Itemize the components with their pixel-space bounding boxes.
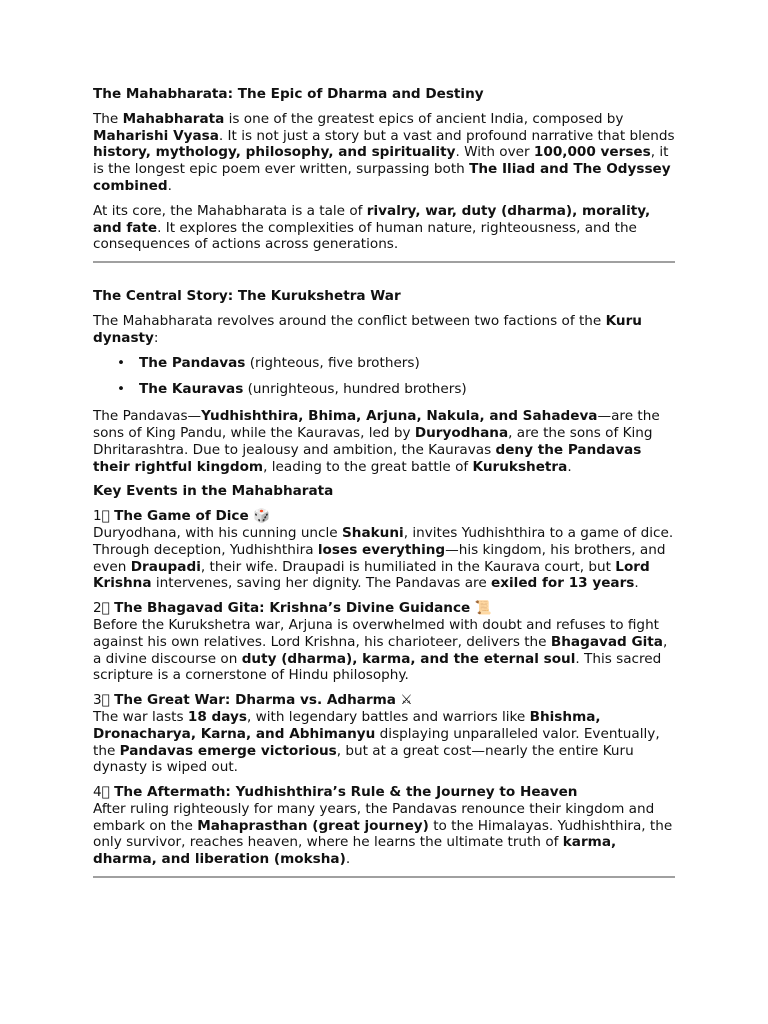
bold-text: Duryodhana: [414, 424, 509, 441]
bold-text: Kurukshetra: [472, 458, 568, 475]
text-run: , are the sons of King Dhritarashtra. Due to jealousy and ambition, the Kauravas: [93, 424, 653, 458]
section-heading-central-story: The Central Story: The Kurukshetra War: [93, 288, 401, 305]
bold-text: The Kauravas: [139, 381, 244, 398]
text-run: 🎲: [248, 508, 270, 525]
bold-text: The Iliad and The Odyssey combined: [93, 161, 671, 194]
page-title: The Mahabharata: The Epic of Dharma and Destiny: [93, 86, 484, 102]
section-divider: [93, 876, 675, 878]
bold-text: history, mythology, philosophy, and spirituality: [93, 144, 456, 161]
text-run: . With over: [455, 144, 534, 161]
event-body: [93, 525, 675, 592]
text-run: The war lasts: [93, 708, 188, 725]
text-run: (righteous, five brothers): [245, 354, 420, 371]
text-run: 📜: [470, 600, 492, 617]
event-heading: [93, 692, 675, 709]
text-run: .: [167, 177, 172, 194]
event-heading: [93, 600, 675, 617]
intro-paragraph-1: [93, 111, 675, 195]
bold-text: Shakuni: [341, 524, 404, 541]
text-run: 2⃣: [93, 600, 115, 617]
list-item-pandavas: [139, 355, 675, 372]
bold-text: The Pandavas: [139, 354, 246, 371]
text-run: . It explores the complexities of human nature, righteousness, and the consequences of actions across generations.: [93, 219, 637, 253]
section-divider: [93, 261, 675, 263]
bold-text: 100,000 verses: [533, 144, 651, 161]
bold-text: deny the Pandavas their rightful kingdom: [93, 441, 642, 475]
text-run: 4⃣: [93, 784, 115, 801]
text-run: Before the Kurukshetra war, Arjuna is overwhelmed with doubt and refuses to fight against his own relatives. Lord Krishna, his charioteer, delivers the: [93, 616, 660, 650]
bold-text: rivalry, war, duty (dharma), morality, and fate: [93, 202, 651, 236]
text-run: :: [153, 329, 159, 346]
event-body: [93, 801, 675, 868]
event-heading: [93, 508, 675, 525]
event-game-of-dice: [93, 508, 675, 592]
bold-text: Bhagavad Gita: [550, 633, 663, 650]
section-heading-key-events: Key Events in the Mahabharata: [93, 483, 334, 500]
story-paragraph-1: [93, 313, 675, 347]
text-run: , leading to the great battle of: [263, 458, 473, 475]
text-run: , with legendary battles and warriors like: [246, 708, 530, 725]
intro-paragraph-2: [93, 203, 675, 253]
text-run: 3⃣: [93, 692, 115, 709]
text-run: , invites Yudhishthira to a game of dice. Through deception, Yudhishthira: [93, 524, 674, 558]
text-run: , their wife. Draupadi is humiliated in the Kaurava court, but: [200, 558, 616, 575]
document-body: [93, 86, 675, 878]
text-run: The Pandavas—: [93, 408, 202, 425]
bold-text: Mahabharata: [122, 110, 225, 127]
text-run: , but at a great cost—nearly the entire Kuru dynasty is wiped out.: [93, 742, 634, 776]
text-run: ⚔: [396, 692, 413, 709]
text-run: The Mahabharata revolves around the conflict between two factions of the: [93, 312, 606, 329]
text-run: to the Himalayas. Yudhishthira, the only survivor, reaches heaven, where he learns the ultimate truth of: [93, 817, 673, 851]
factions-list: [93, 355, 675, 399]
text-run: displaying unparalleled valor. Eventually, the: [93, 725, 660, 759]
event-bhagavad-gita: [93, 600, 675, 684]
text-run: intervenes, saving her dignity. The Pandavas are: [151, 575, 492, 592]
bold-text: Maharishi Vyasa: [93, 127, 219, 144]
bold-text: The Game of Dice: [114, 508, 249, 525]
text-run: Duryodhana, with his cunning uncle: [93, 524, 342, 541]
text-run: is one of the greatest epics of ancient India, composed by: [224, 110, 624, 127]
text-run: .: [345, 851, 351, 868]
text-run: At its core, the Mahabharata is a tale of: [93, 202, 367, 219]
event-great-war: [93, 692, 675, 776]
bold-text: The Great War: Dharma vs. Adharma: [114, 692, 396, 709]
text-run: —are the sons of King Pandu, while the Kauravas, led by: [93, 408, 660, 441]
text-run: .: [567, 458, 572, 475]
bold-text: Kuru dynasty: [93, 312, 642, 346]
bold-text: Bhishma, Dronacharya, Karna, and Abhimanyu: [93, 708, 601, 742]
bold-text: 18 days: [187, 708, 247, 725]
bold-text: Draupadi: [130, 558, 201, 575]
event-aftermath: [93, 784, 675, 868]
text-run: 1⃣: [93, 508, 115, 525]
text-run: , a divine discourse on: [93, 633, 668, 667]
bold-text: duty (dharma), karma, and the eternal soul: [241, 650, 576, 667]
bold-text: Pandavas emerge victorious: [119, 742, 337, 759]
text-run: (unrighteous, hundred brothers): [243, 381, 467, 398]
bold-text: The Bhagavad Gita: Krishna’s Divine Guidance: [114, 600, 471, 617]
text-run: . It is not just a story but a vast and profound narrative that blends: [218, 127, 675, 144]
text-run: —his kingdom, his brothers, and even: [93, 541, 666, 575]
bold-text: karma, dharma, and liberation (moksha): [93, 834, 617, 868]
text-run: After ruling righteously for many years, the Pandavas renounce their kingdom and embark on the: [93, 800, 655, 834]
text-run: The: [93, 110, 123, 127]
event-body: [93, 617, 675, 684]
list-item-kauravas: [139, 381, 675, 398]
text-run: . This sacred scripture is a cornerstone of Hindu philosophy.: [93, 650, 662, 684]
bold-text: Yudhishthira, Bhima, Arjuna, Nakula, and Sahadeva: [201, 408, 598, 425]
event-body: [93, 709, 675, 776]
story-paragraph-2: [93, 408, 675, 475]
text-run: .: [634, 575, 639, 592]
text-run: , it is the longest epic poem ever written, surpassing both: [93, 144, 669, 178]
bold-text: exiled for 13 years: [491, 575, 635, 592]
event-heading: [93, 784, 675, 801]
bold-text: Lord Krishna: [93, 558, 650, 592]
bold-text: loses everything: [317, 541, 446, 558]
bold-text: Mahaprasthan (great journey): [197, 817, 429, 834]
bold-text: The Aftermath: Yudhishthira’s Rule & the Journey to Heaven: [114, 784, 578, 801]
